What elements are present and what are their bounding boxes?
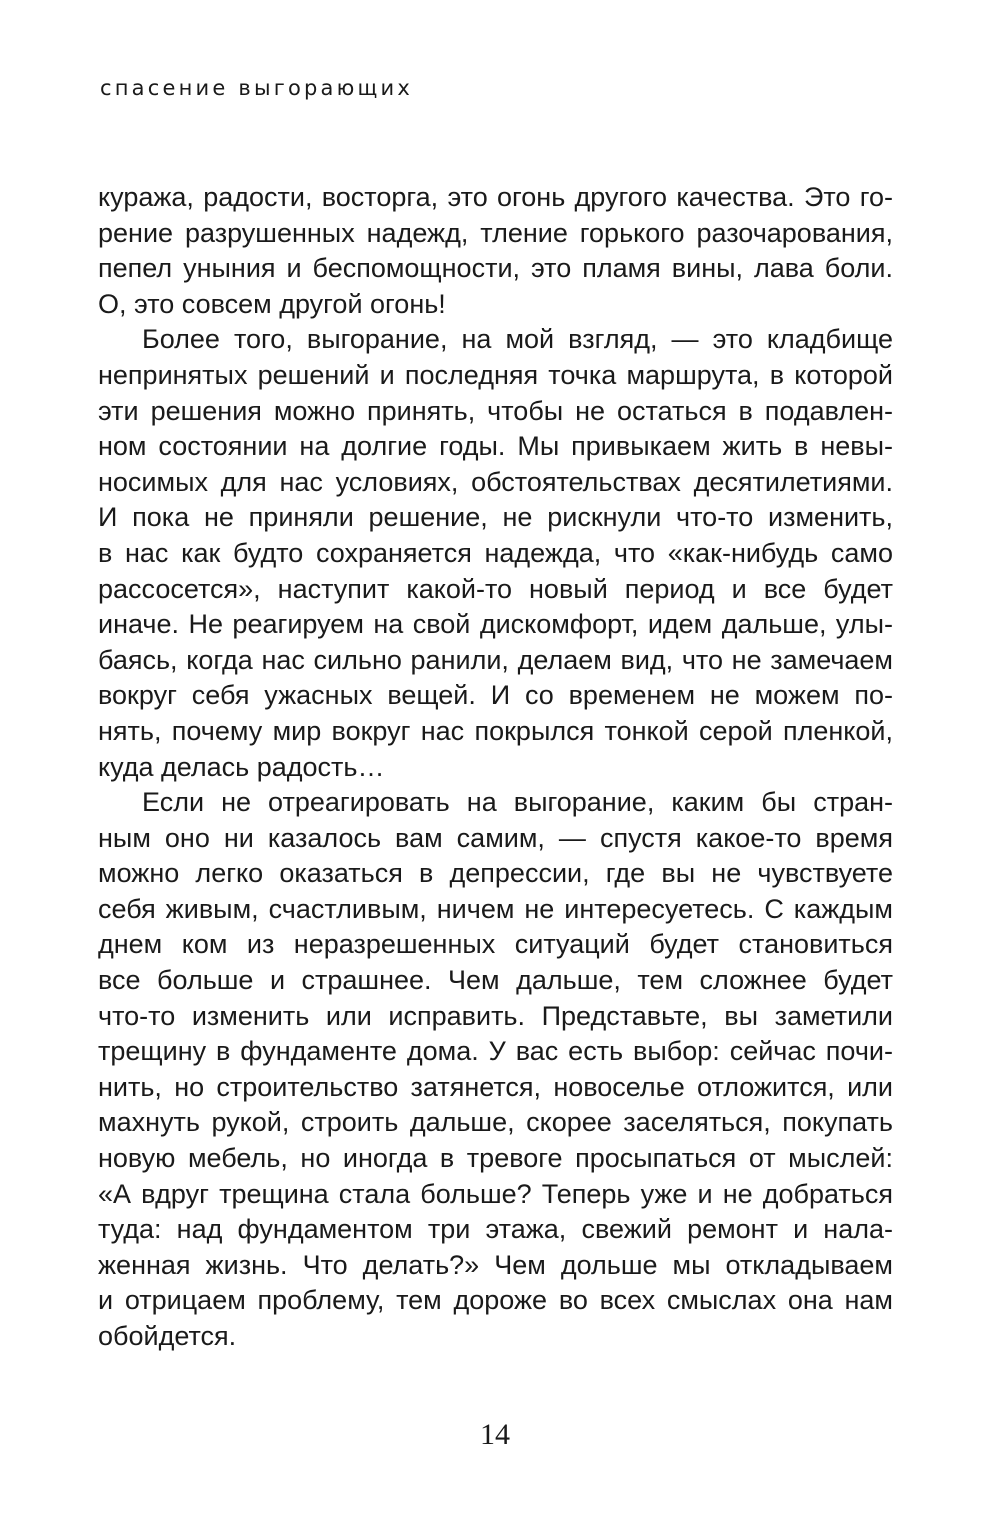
text-line: Более того, выгорание, на мой взгляд, — это кладбище	[142, 324, 893, 355]
text-line: новую мебель, но иногда в тревоге просыпаться от мыслей:	[98, 1143, 893, 1174]
text-line: ным оно ни казалось вам самим, — спустя какое-то время	[98, 822, 893, 853]
text-line: И пока не приняли решение, не рискнули что-то изменить,	[98, 502, 893, 533]
text-line: нить, но строительство затянется, новоселье отложится, или	[98, 1071, 893, 1102]
paragraph	[98, 180, 893, 322]
text-line: непринятых решений и последняя точка маршрута, в которой	[98, 359, 893, 390]
text-line: баясь, когда нас сильно ранили, делаем вид, что не замечаем	[98, 644, 893, 675]
page-number: 14	[480, 1418, 510, 1451]
text-line: и отрицаем проблему, тем дороже во всех смыслах она нам	[98, 1285, 893, 1316]
text-line: куража, радости, восторга, это огонь другого качества. Это го-	[98, 182, 893, 212]
text-line: иначе. Не реагируем на свой дискомфорт, идем дальше, улы-	[98, 609, 893, 640]
text-line: рассосется», наступит какой-то новый период и все будет	[98, 573, 893, 604]
text-line: что-то изменить или исправить. Представьте, вы заметили	[98, 1000, 893, 1031]
body-text	[98, 180, 893, 1355]
text-line: туда: над фундаментом три этажа, свежий ремонт и нала-	[98, 1214, 893, 1245]
text-line: в нас как будто сохраняется надежда, что «как-нибудь само	[98, 537, 893, 568]
text-line: носимых для нас условиях, обстоятельствах десятилетиями.	[98, 466, 893, 497]
text-line: женная жизнь. Что делать?» Чем дольше мы откладываем	[98, 1249, 893, 1280]
text-line: все больше и страшнее. Чем дальше, тем сложнее будет	[98, 965, 893, 996]
text-line: себя живым, счастливым, ничем не интересуетесь. С каждым	[98, 893, 893, 924]
text-line: можно легко оказаться в депрессии, где вы не чувствуете	[98, 858, 893, 889]
text-line: обойдется.	[98, 1321, 237, 1351]
text-line: рение разрушенных надежд, тление горького разочарования,	[98, 217, 893, 248]
text-line: куда делась радость…	[98, 751, 385, 782]
text-line: Если не отреагировать на выгорание, каким бы стран-	[142, 787, 893, 818]
text-line: ном состоянии на долгие годы. Мы привыкаем жить в невы-	[98, 431, 893, 462]
text-line: эти решения можно принять, чтобы не остаться в подавлен-	[98, 395, 893, 426]
text-line: О, это совсем другой огонь!	[98, 288, 446, 319]
text-line: махнуть рукой, строить дальше, скорее заселяться, покупать	[98, 1107, 893, 1138]
text-line: трещину в фундаменте дома. У вас есть выбор: сейчас почи-	[98, 1036, 893, 1067]
paragraph	[98, 322, 893, 785]
text-line: днем ком из неразрешенных ситуаций будет становиться	[98, 929, 893, 960]
running-header: спасение выгорающих	[100, 76, 413, 100]
paragraph	[98, 785, 893, 1355]
text-line: вокруг себя ужасных вещей. И со временем не можем по-	[98, 680, 893, 711]
text-line: нять, почему мир вокруг нас покрылся тонкой серой пленкой,	[98, 715, 893, 746]
text-line: пепел уныния и беспомощности, это пламя вины, лава боли.	[98, 253, 893, 284]
text-line: «А вдруг трещина стала больше? Теперь уже и не добраться	[98, 1178, 893, 1209]
